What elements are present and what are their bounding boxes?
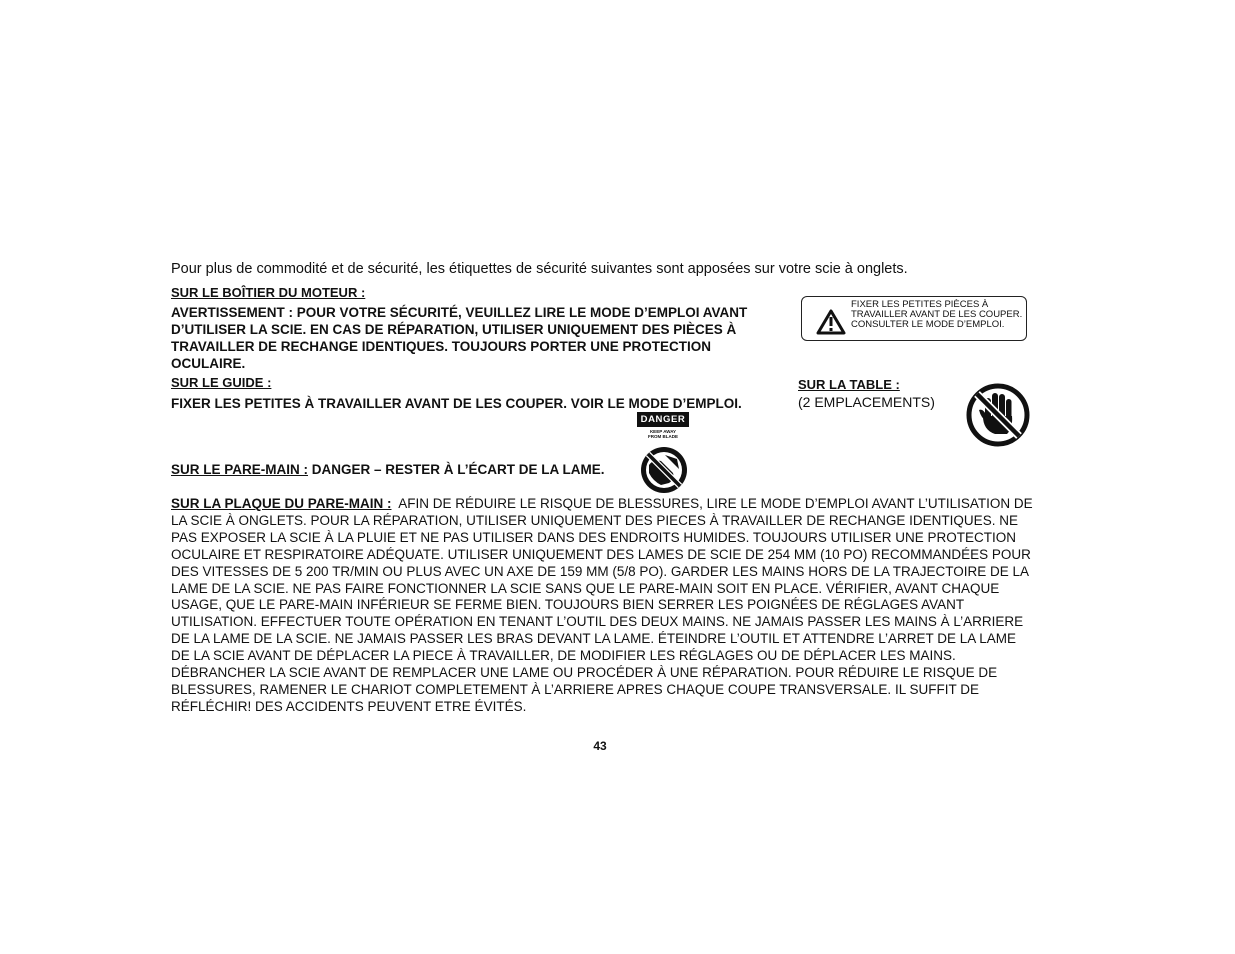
table-subtext: (2 EMPLACEMENTS) — [798, 394, 935, 410]
danger-small-line1: KEEP AWAY — [649, 429, 677, 434]
guard-line — [171, 462, 605, 477]
guard-heading: SUR LE PARE-MAIN : — [171, 462, 308, 477]
guide-heading: SUR LE GUIDE : — [171, 375, 272, 390]
no-hand-icon — [965, 382, 1031, 448]
guard-plate-heading: SUR LA PLAQUE DU PARE-MAIN : — [171, 496, 392, 511]
guard-plate-paragraph — [171, 496, 1033, 716]
no-hands-near-blade-icon — [639, 445, 689, 495]
warning-label — [801, 296, 1027, 341]
page-number: 43 — [593, 739, 607, 753]
table-heading: SUR LA TABLE : — [798, 377, 900, 392]
guard-text: DANGER – RESTER À L’ÉCART DE LA LAME. — [311, 462, 605, 477]
guide-text: FIXER LES PETITES À TRAVAILLER AVANT DE LES COUPER. VOIR LE MODE D’EMPLOI. — [171, 396, 742, 411]
intro-text: Pour plus de commodité et de sécurité, les étiquettes de sécurité suivantes sont apposées sur votre scie à onglets. — [171, 261, 908, 277]
danger-badge: DANGER — [637, 412, 689, 427]
motor-heading: SUR LE BOÎTIER DU MOTEUR : — [171, 285, 366, 300]
warning-label-text: FIXER LES PETITES PIÈCES À TRAVAILLER AVANT DE LES COUPER. CONSULTER LE MODE D’EMPLOI. — [851, 299, 1023, 330]
danger-label — [636, 412, 690, 439]
danger-small-line2: FROM BLADE — [648, 434, 678, 439]
warning-triangle-icon — [816, 309, 846, 335]
guard-plate-text: AFIN DE RÉDUIRE LE RISQUE DE BLESSURES, LIRE LE MODE D’EMPLOI AVANT L’UTILISATION DE LA SCIE À ONGLETS. POUR LA RÉPARATION, UTILISER UNIQUEMENT DES PIECES À TRAVAILLER DE RECHANGE IDENTIQUES. NE PAS EXPOSER LA SCIE À LA PLUIE ET NE PAS UTILISER DANS DES ENDROITS HUMIDES. TOUJOURS UTILISER UNE PROTECTION OCULAIRE ET RESPIRATOIRE ADÉQUATE. UTILISER UNIQUEMENT DES LAMES DE SCIE DE 254 MM (10 PO) RECOMMANDÉES POUR DES VITESSES DE 5 200 TR/MIN OU PLUS AVEC UN AXE DE 159 MM (5/8 PO). GARDER LES MAINS HORS DE LA TRAJECTOIRE DE LA LAME DE LA SCIE. NE PAS FAIRE FONCTIONNER LA SCIE SANS QUE LE PARE-MAIN SOIT EN PLACE. VÉRIFIER, AVANT CHAQUE USAGE, QUE LE PARE-MAIN INFÉRIEUR SE FERME BIEN. TOUJOURS BIEN SERRER LES POIGNÉES DE RÉGLAGES AVANT UTILISATION. EFFECTUER TOUTE OPÉRATION EN TENANT L’OUTIL DES DEUX MAINS. NE JAMAIS PASSER LES MAINS À L’ARRIERE DE LA LAME DE LA SCIE. NE JAMAIS PASSER LES BRAS DEVANT LA LAME. ÉTEINDRE L’OUTIL ET ATTENDRE L’ARRET DE LA LAME DE LA SCIE AVANT DE DÉPLACER LA PIECE À TRAVAILLER, DE MODIFIER LES RÉGLAGES OU DE DÉPLACER LES MAINS. DÉBRANCHER LA SCIE AVANT DE REMPLACER UNE LAME OU PROCÉDER À UNE RÉPARATION. POUR RÉDUIRE LE RISQUE DE BLESSURES, RAMENER LE CHARIOT COMPLETEMENT À L’ARRIERE APRES CHAQUE COUPE TRANSVERSALE. IL SUFFIT DE RÉFLÉCHIR! DES ACCIDENTS PEUVENT ETRE ÉVITÉS. — [171, 496, 1033, 714]
motor-warning-text: AVERTISSEMENT : POUR VOTRE SÉCURITÉ, VEUILLEZ LIRE LE MODE D’EMPLOI AVANT D’UTILISER LA SCIE. EN CAS DE RÉPARATION, UTILISER UNIQUEMENT DES PIÈCES À TRAVAILLER DE RECHANGE IDENTIQUES. TOUJOURS PORTER UNE PROTECTION OCULAIRE. — [171, 305, 748, 371]
